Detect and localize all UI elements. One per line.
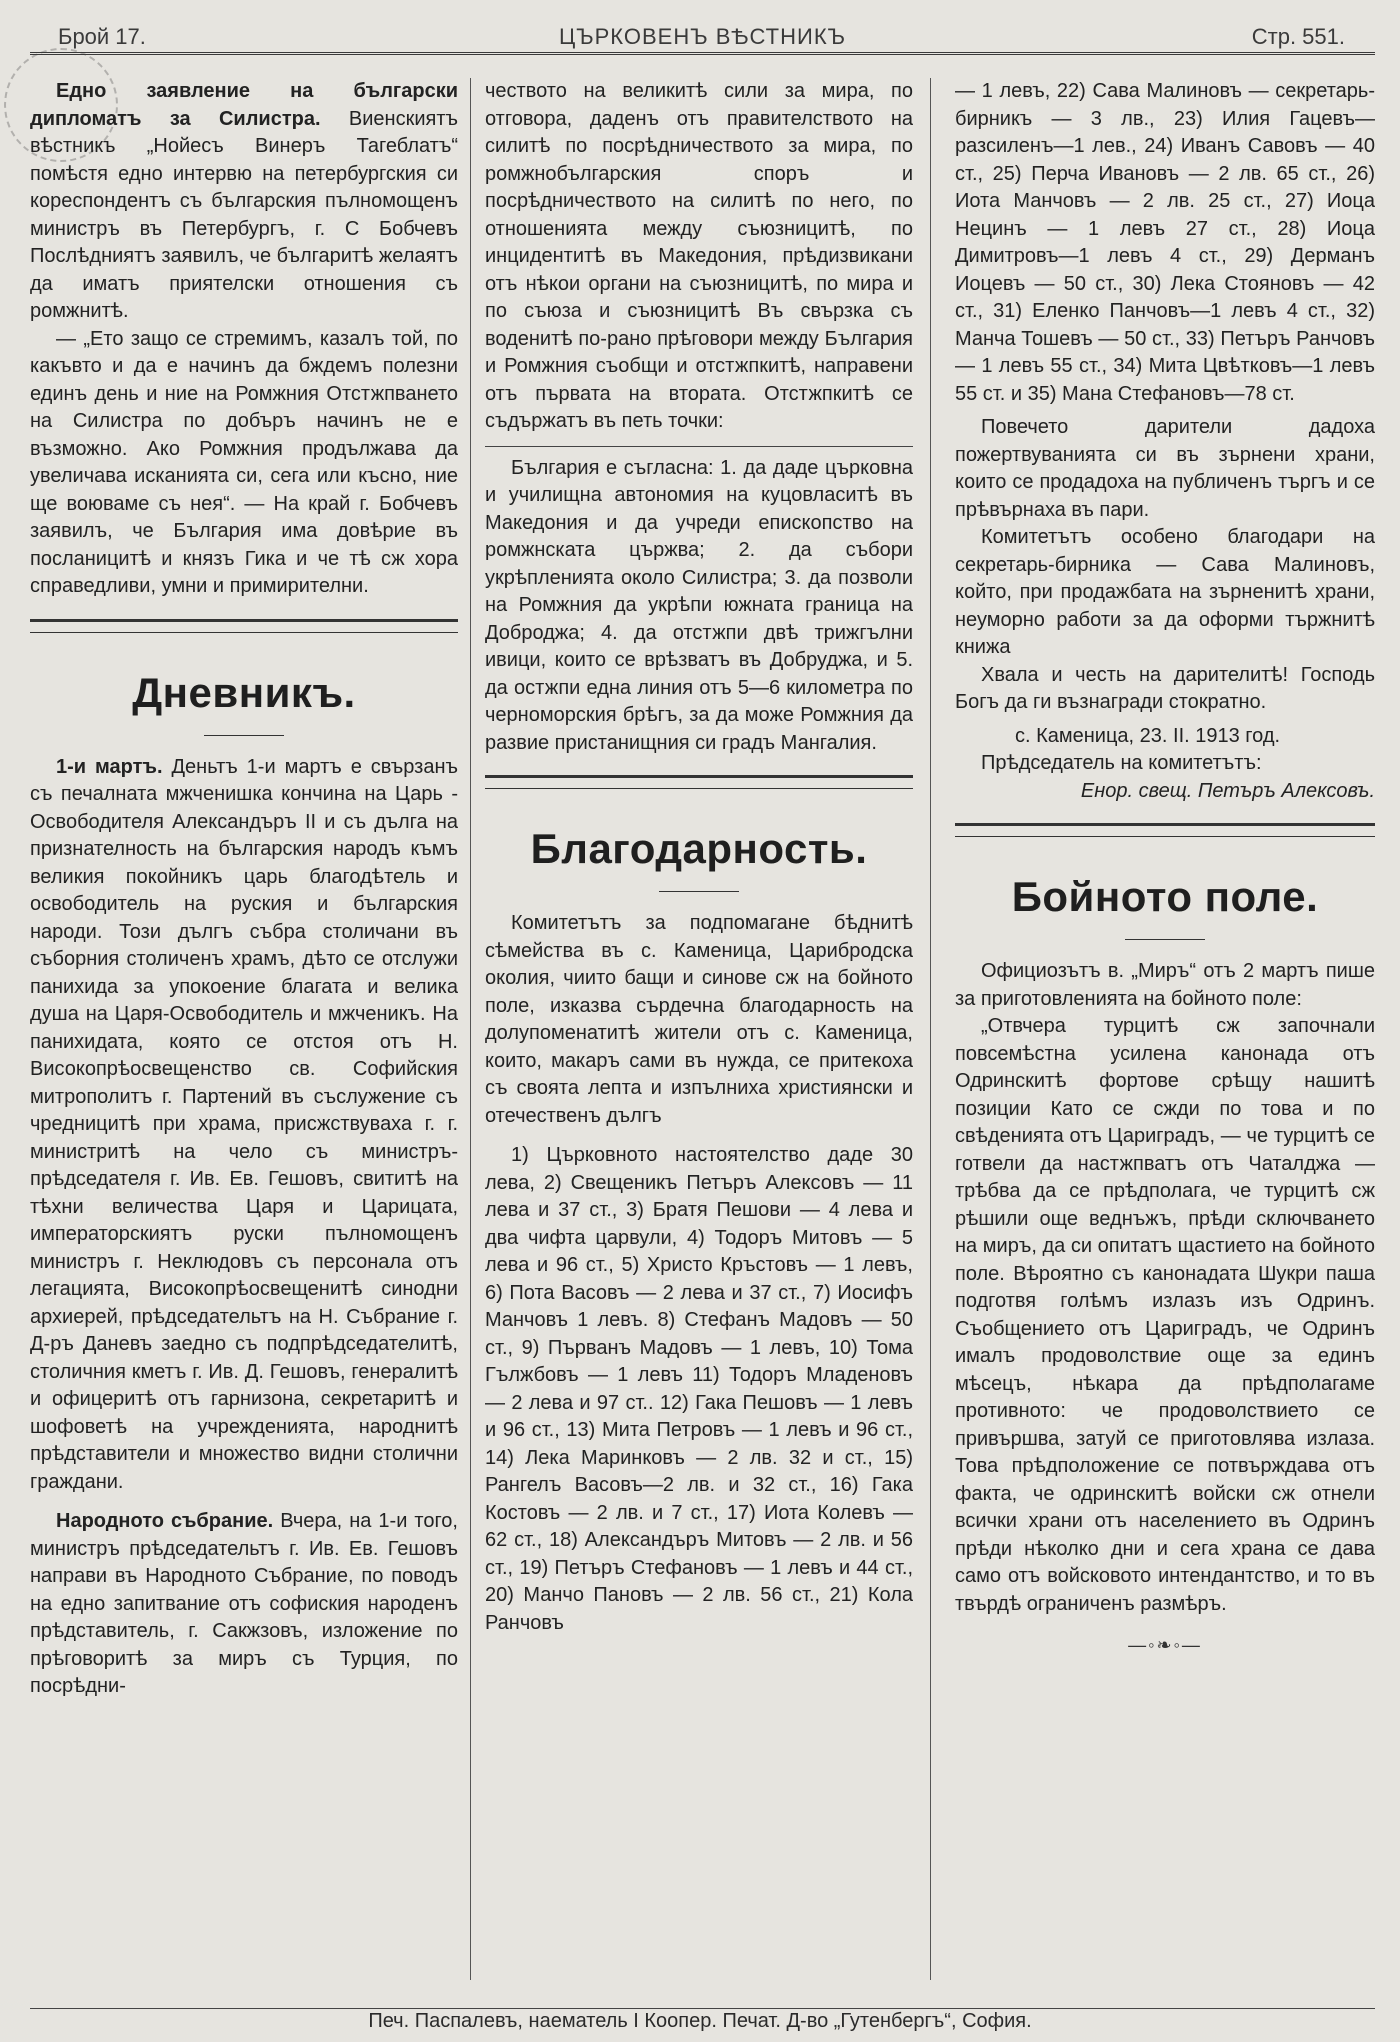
end-ornament: —◦❧◦— bbox=[1128, 1635, 1202, 1655]
diary-entry-title: 1-и мартъ. bbox=[56, 755, 163, 778]
thanks-heading: Благодарность. bbox=[530, 825, 868, 872]
column-2 bbox=[485, 78, 913, 1637]
column-divider-1 bbox=[470, 78, 471, 1980]
donors-list-continued: — 1 левъ, 22) Сава Малиновъ — секретарь-бирникъ — 3 лв., 23) Илия Гацевъ—разсиленъ—1 лев., 24) Иванъ Савовъ — 40 ст., 25) Перча Ивановъ — 2 лв. 65 ст., 26) Иота Манчовъ — 2 лв. 25 ст., 27) Иоца Нецинъ — 1 левъ 27 ст., 28) Иоца Димитровъ—1 левъ 4 ст., 29) Дерманъ Иоцевъ — 50 ст., 30) Лека Стояновъ — 42 ст., 31) Еленко Панчовъ—1 левъ 4 ст., 32) Манча Тошевъ — 50 ст., 33) Петъръ Ранчовъ — 1 левъ 55 ст., 34) Мита Цвѣтковъ—1 левъ 55 ст. и 35) Мана Стефановъ—78 ст. bbox=[955, 80, 1375, 405]
column-divider-2 bbox=[930, 78, 931, 1980]
section-rule bbox=[955, 823, 1375, 837]
diary-entry-parliament bbox=[30, 1508, 458, 1701]
section-rule bbox=[30, 619, 458, 633]
printer-imprint: Печ. Паспалевъ, наематель I Коопер. Печат. Д-во „Гутенбергъ“, София. bbox=[368, 2010, 1032, 2032]
section-rule bbox=[485, 775, 913, 789]
column-3 bbox=[955, 78, 1375, 1660]
diary-entry-text: Деньтъ 1-и мартъ е свързанъ съ печалната мжченишка кончина на Царь - Освободителя Александъръ II и съ дълга на признателность на българския народъ къмъ великия покойникъ царь благодѣтель и освободитель на руския и българския народи. Този дългъ събра столичани въ съборния столиченъ храмъ, дѣто се отслужи панихида за упокоение благата и велика душа на Царя-Освободитель и мжченикъ. На панихидата, която се отстоя отъ Н. Високопрѣосвещенство св. Софийския митрополитъ г. Партений въ съслужение съ чредницитѣ при храма, присжствуваха г. г. министритѣ на чело съ министръ-прѣдседателя г. Ив. Ев. Гешовъ, свититѣ на тѣхни величества Царя и Царицата, императорскиятъ руски пълномощенъ министръ г. Неклюдовъ съ персонала отъ легацията, Високопрѣосвещенитѣ синодни архиерей, прѣдседательтъ на Н. Събрание г. Д-ръ Даневъ заедно съ подпрѣдседателитѣ, столичния кметъ г. Ив. Д. Гешовъ, генералитѣ и офицеритѣ отъ гарнизона, секретаритѣ и шофоветѣ на учрежденията, народнитѣ прѣдставители и множество видни столични граждани. bbox=[30, 755, 458, 1493]
heading-underline bbox=[1125, 939, 1205, 940]
newspaper-title: ЦЪРКОВЕНЪ ВѢСТНИКЪ bbox=[558, 24, 847, 49]
diary-entry-march-1 bbox=[30, 754, 458, 1497]
place-date: с. Каменица, 23. II. 1913 год. bbox=[1015, 724, 1281, 747]
heading-underline bbox=[659, 891, 739, 892]
chair-signature: Енор. свещ. Петъръ Алексовъ. bbox=[1080, 779, 1375, 802]
donors-note: Повечето дарители дадоха пожертвуванията си въ зърнени храни, които се продадоха на публиченъ търгъ и се прѣвърнаха въ пари. bbox=[955, 416, 1375, 521]
issue-number: Брой 17. bbox=[58, 24, 146, 49]
lead-article bbox=[30, 78, 458, 326]
parliament-continued: чеството на великитѣ сили за мира, по отговора, даденъ отъ правителството на силитѣ по посрѣдничеството за мира, по ромжнобългарския споръ и посрѣдничеството на силитѣ по него, по отношенията между съюзницитѣ, по инцидентитѣ въ Македония, прѣдизвикани отъ нѣкои органи на съюзницитѣ, по мира и по съюза и съюзницитѣ Въ свързка съ воденитѣ по-рано прѣговори между България и Ромжния съобщи и отстжпкитѣ, направени отъ първата на втората. Отстжпкитѣ се съдържатъ въ петь точки: bbox=[485, 80, 913, 432]
battlefield-report: „Отвчера турцитѣ сж започнали повсемѣстна усилена канонада отъ Одринскитѣ фортове срѣщу нашитѣ позиции Като се сжди по това и по свѣденията отъ Цариградъ, — че турцитѣ се готвели да настжпватъ отъ Чаталджа — трѣбва да се прѣдполага, че турцитѣ сж рѣшили още веднъжъ, прѣди сключването на миръ, да си опитатъ щастието на бойното поле. Вѣроятно съ канонадата Шукри паша подготвя голѣмъ излазъ изъ Одринъ. Съобщението отъ Цариградъ, че Одринъ ималъ продоволствие още за единъ мѣсецъ, нѣкара да прѣдполагаме противното: че продоволствието се привършва, затуй се приготовлява излаза. Това прѣдположение се потвърждава отъ факта, че одринскитѣ войски сж отнели всички храни отъ населението въ Одринъ прѣди нѣколко дни и сега храна се дава само отъ войсковото интендантство, и то въ твърдѣ ограниченъ размѣръ. bbox=[955, 1015, 1375, 1615]
heading-underline bbox=[204, 735, 284, 736]
header-rule bbox=[30, 52, 1375, 55]
chair-label: Прѣдседатель на комитетътъ: bbox=[981, 752, 1262, 774]
battlefield-intro: Официозътъ в. „Миръ“ отъ 2 мартъ пише за приготовленията на бойното поле: bbox=[955, 960, 1375, 1010]
thanks-intro: Комитетътъ за подпомагане бѣднитѣ сѣмейства въ с. Каменица, Царибродска околия, чиито бащи и синове сж на бойното поле, изказва сърдечна благодарность на долупоменатитѣ жители отъ с. Каменица, които, макаръ сами въ нужда, се притекоха съ своята лепта и изпълниха християнски и отечественъ дългъ bbox=[485, 912, 913, 1127]
lead-article-quote: — „Ето защо се стремимъ, казалъ той, по какъвто и да е начинъ да бждемъ полезни единъ день и ние на Ромжния Отстжпването на Силистра по добъръ начинъ не е възможно. Ако Ромжния продължава да увеличава исканията си, сега или късно, ние ще воюваме съ нея“. — На край г. Бобчевъ заявилъ, че България има довѣрие въ посланицитѣ и князъ Гика и че тѣ сж хора справедливи, умни и примирителни. bbox=[30, 327, 458, 597]
diary-entry-title: Народното събрание. bbox=[56, 1510, 274, 1532]
concession-points: България е съгласна: 1. да даде църковна и училищна автономия на куцовласитѣ въ Македония и да учреди епископство на ромжнската цържва; 2. да събори укрѣпленията около Силистра; 3. да позволи на Ромжния да укрѣпи южната граница на Доброджа; 4. да отстжпи двѣ трижгълни ивици, които се врѣзватъ въ Добруджа, и 5. да остжпи една линия отъ 5—6 километра по черноморския брѣгъ, за да може Ромжния да развие пристанищния си градъ Мангалия. bbox=[485, 456, 913, 754]
page-number: Стр. 551. bbox=[1251, 24, 1345, 49]
column-1 bbox=[30, 78, 458, 1701]
praise-text: Хвала и честь на дарителитѣ! Господь Богъ да ги възнагради стократно. bbox=[955, 663, 1375, 713]
diary-heading: Дневникъ. bbox=[132, 668, 356, 716]
donors-list: 1) Църковното настоятелство даде 30 лева, 2) Свещеникъ Петъръ Алексовъ — 11 лева и 37 ст., 3) Братя Пешови — 4 лева и два чифта царвули, 4) Тодоръ Митовъ — 5 лева и 96 ст., 5) Христо Кръстовъ — 1 левъ, 6) Пота Васовъ — 2 лева и 37 ст., 7) Иосифъ Манчовъ 1 левъ. 8) Стефанъ Мадовъ — 50 ст., 9) Първанъ Мадовъ — 1 левъ, 10) Тома Гължбовъ — 1 левъ 11) Тодоръ Младеновъ — 2 лева и 97 ст.. 12) Гака Пешовъ — 1 левъ и 96 ст., 13) Мита Петровъ — 1 левъ и 96 ст., 14) Лека Маринковъ — 2 лв. 32 и ст., 15) Рангелъ Васовъ—2 лв. и 32 ст., 16) Гака Костовъ — 2 лв. и 7 ст., 17) Иота Колевъ — 62 ст., 18) Александъръ Митовъ — 2 лв. и 56 ст., 19) Петъръ Стефановъ — 1 левъ и 44 ст., 20) Манчо Пановъ — 2 лв. 56 ст., 21) Кола Ранчовъ bbox=[485, 1144, 913, 1634]
lead-article-title: Едно заявление на български дипломатъ за Силистра. bbox=[30, 80, 458, 130]
page-header bbox=[30, 18, 1375, 56]
divider bbox=[485, 446, 913, 447]
committee-thanks: Комитетътъ особено благодари на секретарь-бирника — Сава Малиновъ, който, при продажбата на зърненитѣ храни, неуморно работи за да оформи тържнитѣ книжа bbox=[955, 526, 1375, 658]
battlefield-heading: Бойното поле. bbox=[1011, 873, 1319, 920]
lead-article-text: Виенскиятъ вѣстникъ „Нойесъ Винеръ Тагеблатъ“ помѣстя едно интервю на петербургския си кореспондентъ съ българския пълномощенъ министръ въ Петербургъ, г. С Бобчевъ Послѣдниятъ заявилъ, че българитѣ желаятъ да иматъ приятелски отношения съ ромжнитѣ. bbox=[30, 107, 458, 322]
diary-entry-text: Вчера, на 1-и того, министръ прѣдседательтъ г. Ив. Ев. Гешовъ направи въ Народното Събрание, по поводъ на едно запитвание отъ софиския народенъ прѣдставитель, г. Сакжзовъ, изложение по прѣговоритѣ за миръ съ Турция, по посрѣдни- bbox=[30, 1510, 458, 1697]
footer-rule bbox=[30, 2008, 1375, 2009]
